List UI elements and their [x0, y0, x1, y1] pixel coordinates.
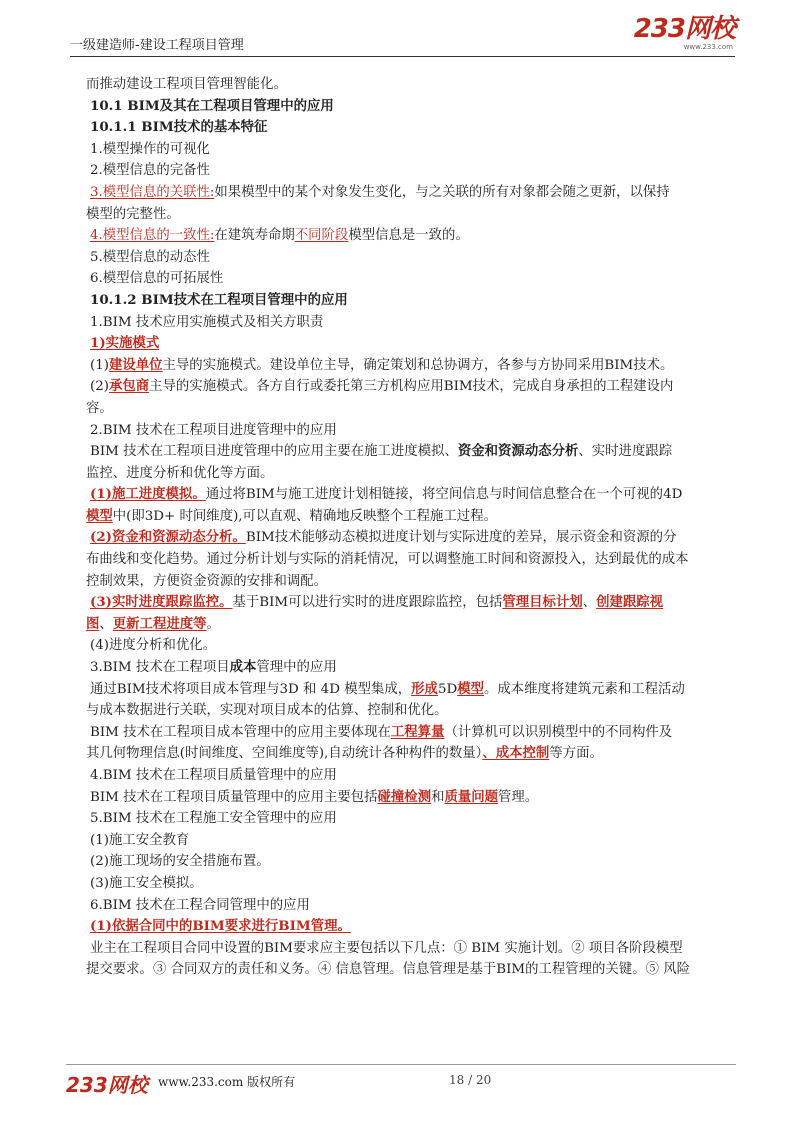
text-segment: 6.BIM 技术在工程合同管理中的应用	[90, 897, 310, 913]
footer-copyright: www.233.com 版权所有	[158, 1075, 296, 1089]
text-line	[86, 333, 738, 355]
text-line	[86, 139, 738, 161]
text-line	[86, 398, 738, 420]
text-segment: 1.BIM 技术应用实施模式及相关方职责	[90, 314, 324, 330]
text-segment: 监控、进度分析和优化等方面。	[86, 465, 274, 481]
highlighted-term: 模型	[457, 680, 484, 697]
text-segment: （计算机可以识别模型中的不同构件及	[444, 724, 673, 740]
text-segment: 成本	[229, 659, 257, 676]
text-line	[86, 527, 738, 549]
highlighted-term: 管理目标计划	[502, 594, 583, 611]
text-line	[86, 592, 738, 614]
text-line	[86, 873, 738, 895]
text-segment: 通过BIM技术将项目成本管理与3D 和 4D 模型集成，	[90, 681, 412, 697]
text-segment: 在建筑寿命期	[214, 228, 295, 244]
text-segment: 通过将BIM与施工进度计划相链接，将空间信息与时间信息整合在一个可视的4D	[205, 487, 683, 503]
text-line	[86, 355, 738, 377]
text-segment: 5.模型信息的动态性	[90, 249, 210, 265]
text-line	[86, 182, 738, 204]
text-line	[86, 722, 738, 744]
text-segment: 业主在工程项目合同中设置的BIM要求应主要包括以下几点：① BIM 实施计划。② 项目各阶段模型	[90, 940, 683, 956]
highlighted-term: 1)实施模式	[90, 335, 160, 352]
text-line	[86, 895, 738, 917]
text-line	[86, 657, 738, 679]
text-line	[86, 247, 738, 269]
text-segment: (1)	[90, 357, 109, 373]
text-line	[86, 225, 738, 247]
highlighted-term: (3)实时进度跟踪监控。	[90, 594, 233, 611]
text-line	[86, 830, 738, 852]
highlighted-term: 不同阶段	[294, 228, 349, 244]
text-segment: 主导的实施模式。各方自行或委托第三方机构应用BIM技术，完成自身承担的工程建设内	[149, 379, 674, 395]
text-segment: 管理。	[498, 789, 539, 805]
highlighted-term: 图	[86, 615, 100, 632]
text-segment: 。成本维度将建筑元素和工程活动	[483, 681, 685, 697]
text-segment: BIM技术能够动态模拟进度计划与实际进度的差异，展示资金和资源的分	[245, 530, 677, 546]
text-segment: 控制效果，方便资金资源的安排和调配。	[86, 573, 328, 589]
page-number: 18 / 20	[449, 1073, 492, 1087]
highlighted-term: 形成	[411, 680, 438, 697]
highlighted-term: 4.模型信息的一致性:	[90, 228, 215, 244]
text-line	[86, 506, 738, 528]
header-title: 一级建造师-建设工程项目管理	[70, 38, 244, 53]
text-segment: 容。	[86, 400, 113, 416]
page-footer	[66, 1064, 736, 1095]
text-segment: 模型的完整性。	[86, 206, 180, 222]
highlighted-term: 承包商	[108, 378, 150, 395]
text-segment: 提交要求。③ 合同双方的责任和义务。④ 信息管理。信息管理是基于BIM的工程管理的关键。⑤ 风险	[86, 962, 691, 978]
text-segment: 3.BIM 技术在工程项目	[90, 660, 230, 676]
text-segment: 其几何物理信息(时间维度、空间维度等),自动统计各种构件的数量）	[86, 746, 483, 762]
text-segment: 与成本数据进行关联，实现对项目成本的估算、控制和优化。	[86, 703, 448, 719]
text-line	[86, 312, 738, 334]
text-line	[86, 679, 738, 701]
document-body	[86, 74, 738, 981]
highlighted-term: 3.模型信息的关联性:	[90, 184, 215, 200]
text-line	[86, 204, 738, 226]
text-line	[86, 549, 738, 571]
text-line	[86, 938, 738, 960]
text-line	[86, 700, 738, 722]
text-segment: 5D	[437, 681, 458, 697]
text-segment: 资金和资源动态分析	[457, 443, 579, 460]
highlighted-term: 更新工程进度等	[112, 615, 207, 632]
text-segment: 1.模型操作的可视化	[90, 141, 210, 157]
text-line	[86, 420, 738, 442]
highlighted-term: 碰撞检测	[377, 788, 432, 805]
text-segment: 而推动建设工程项目管理智能化。	[86, 77, 287, 92]
text-segment: 中(即3D+ 时间维度),可以直观、精确地反映整个工程施工过程。	[112, 508, 497, 524]
page-header	[70, 16, 735, 57]
highlighted-term: (1)施工进度模拟。	[90, 486, 206, 503]
text-segment: 5.BIM 技术在工程施工安全管理中的应用	[90, 811, 337, 827]
text-segment: (4)进度分析和优化。	[90, 638, 217, 654]
text-line	[86, 376, 738, 398]
text-segment: 模型信息是一致的。	[348, 228, 469, 244]
text-line	[86, 268, 738, 290]
text-line	[86, 441, 738, 463]
brand-logo: 233网校	[633, 14, 735, 44]
text-segment: 等方面。	[549, 746, 603, 762]
footer-logo: 233网校	[66, 1073, 148, 1097]
text-segment: 10.1.2 BIM技术在工程项目管理中的应用	[90, 291, 348, 308]
text-line	[86, 635, 738, 657]
text-line	[86, 290, 738, 312]
text-segment: BIM 技术在工程项目进度管理中的应用主要在施工进度模拟、	[90, 444, 458, 460]
highlighted-term: 创建跟踪视	[596, 594, 664, 611]
text-line	[86, 571, 738, 593]
text-line	[86, 808, 738, 830]
text-segment: 、	[99, 616, 113, 632]
text-line	[86, 916, 738, 938]
text-segment: 10.1.1 BIM技术的基本特征	[90, 119, 268, 136]
text-segment: 和	[431, 789, 445, 805]
text-line	[86, 787, 738, 809]
text-segment: 4.BIM 技术在工程项目质量管理中的应用	[90, 768, 337, 783]
text-line	[86, 743, 738, 765]
text-segment: (2)施工现场的安全措施布置。	[90, 854, 270, 870]
text-line	[86, 117, 738, 139]
text-segment: BIM 技术在工程项目成本管理中的应用主要体现在	[90, 724, 391, 740]
brand-logo-url: www.233.com	[683, 43, 733, 51]
text-line	[86, 851, 738, 873]
text-line	[86, 160, 738, 182]
text-segment: 6.模型信息的可拓展性	[90, 271, 224, 287]
text-segment: (1)施工安全教育	[90, 832, 190, 848]
text-segment: 基于BIM可以进行实时的进度跟踪监控，包括	[232, 595, 503, 611]
text-segment: 。	[206, 616, 220, 632]
text-segment: 如果模型中的某个对象发生变化，与之关联的所有对象都会随之更新，以保持	[214, 184, 670, 200]
text-segment: 2.BIM 技术在工程项目进度管理中的应用	[90, 422, 337, 438]
text-line	[86, 463, 738, 485]
highlighted-term: (2)资金和资源动态分析。	[90, 529, 246, 546]
text-segment: (3)施工安全模拟。	[90, 875, 203, 891]
text-segment: 2.模型信息的完备性	[90, 163, 210, 179]
highlighted-term: 模型	[86, 507, 113, 524]
text-line	[86, 74, 738, 96]
text-segment: 10.1 BIM及其在工程项目管理中的应用	[90, 97, 334, 114]
text-segment: 布曲线和变化趋势。通过分析计划与实际的消耗情况，可以调整施工时间和资源投入，达到最优的成本	[86, 552, 689, 568]
text-segment: BIM 技术在工程项目质量管理中的应用主要包括	[90, 789, 378, 805]
highlighted-term: 工程算量	[390, 723, 445, 740]
highlighted-term: 、成本控制	[482, 745, 550, 762]
highlighted-term: 质量问题	[444, 788, 499, 805]
text-segment: 主导的实施模式。建设单位主导，确定策划和总协调方，各参与方协同采用BIM技术。	[162, 357, 674, 373]
text-line	[86, 959, 738, 981]
text-line	[86, 765, 738, 787]
text-line	[86, 484, 738, 506]
text-segment: (2)	[90, 379, 109, 395]
highlighted-term: (1)依据合同中的BIM要求进行BIM管理。	[90, 918, 351, 935]
highlighted-term: 建设单位	[108, 356, 163, 373]
text-segment: 、实时进度跟踪	[578, 444, 673, 460]
text-line	[86, 614, 738, 636]
text-line	[86, 96, 738, 118]
text-segment: 、	[582, 595, 597, 611]
text-segment: 管理中的应用	[256, 660, 337, 676]
